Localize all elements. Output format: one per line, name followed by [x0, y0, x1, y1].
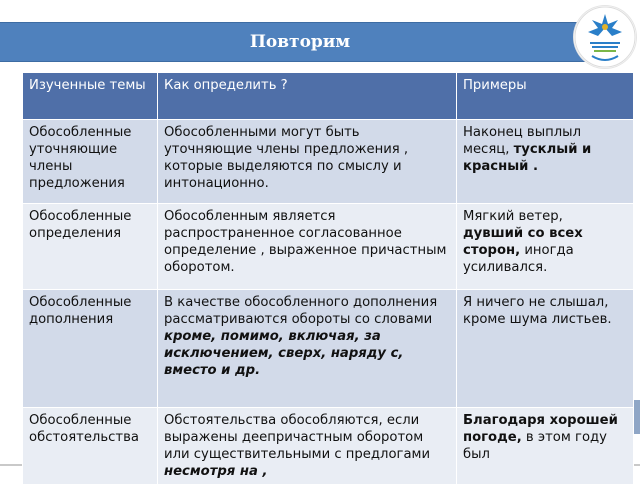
school-logo-icon: [574, 6, 636, 68]
definition-cell: Обособленным является распространенное согласованное определение , выраженное причастным оборотом.: [158, 204, 457, 290]
example-text: Наконец выплыл месяц,: [463, 125, 582, 157]
example-cell: [457, 204, 634, 290]
definition-text: В качестве обособленного дополнения рассматриваются обороты со словами: [164, 295, 438, 327]
slide-title: Повторим: [249, 32, 351, 52]
table-row: [23, 408, 634, 485]
example-tail: в этом году был: [463, 430, 607, 462]
definition-highlight: несмотря на ,: [164, 464, 268, 479]
definition-cell: [158, 290, 457, 408]
example-cell: [457, 408, 634, 485]
example-text: Мягкий ветер,: [463, 209, 563, 224]
definition-highlight: кроме, помимо, включая, за исключением, сверх, наряду с, вместо и др.: [164, 329, 404, 378]
header-topics: Изученные темы: [23, 73, 158, 120]
definition-cell: [158, 408, 457, 485]
example-highlight: дувший со всех сторон,: [463, 226, 583, 258]
table-header-row: [23, 73, 634, 120]
example-highlight: Благодаря хорошей погоде,: [463, 413, 618, 445]
table-row: [23, 204, 634, 290]
table-row: [23, 120, 634, 204]
table-row: [23, 290, 634, 408]
review-table: [22, 72, 634, 485]
topic-cell: Обособленные обстоятельства: [23, 408, 158, 485]
example-tail: иногда усиливался.: [463, 243, 574, 275]
topic-cell: Обособленные уточняющие члены предложения: [23, 120, 158, 204]
header-how-to-identify: Как определить ?: [158, 73, 457, 120]
header-examples: Примеры: [457, 73, 634, 120]
example-cell: [457, 120, 634, 204]
title-bar: [0, 22, 600, 62]
topic-cell: Обособленные определения: [23, 204, 158, 290]
definition-text: Обстоятельства обособляются, если выражены деепричастным оборотом или существительными с предлогами: [164, 413, 431, 462]
topic-cell: Обособленные дополнения: [23, 290, 158, 408]
definition-cell: Обособленными могут быть уточняющие члены предложения , которые выделяются по смыслу и интонационно.: [158, 120, 457, 204]
example-cell: Я ничего не слышал, кроме шума листьев.: [457, 290, 634, 408]
example-highlight: тусклый и красный .: [463, 142, 592, 174]
